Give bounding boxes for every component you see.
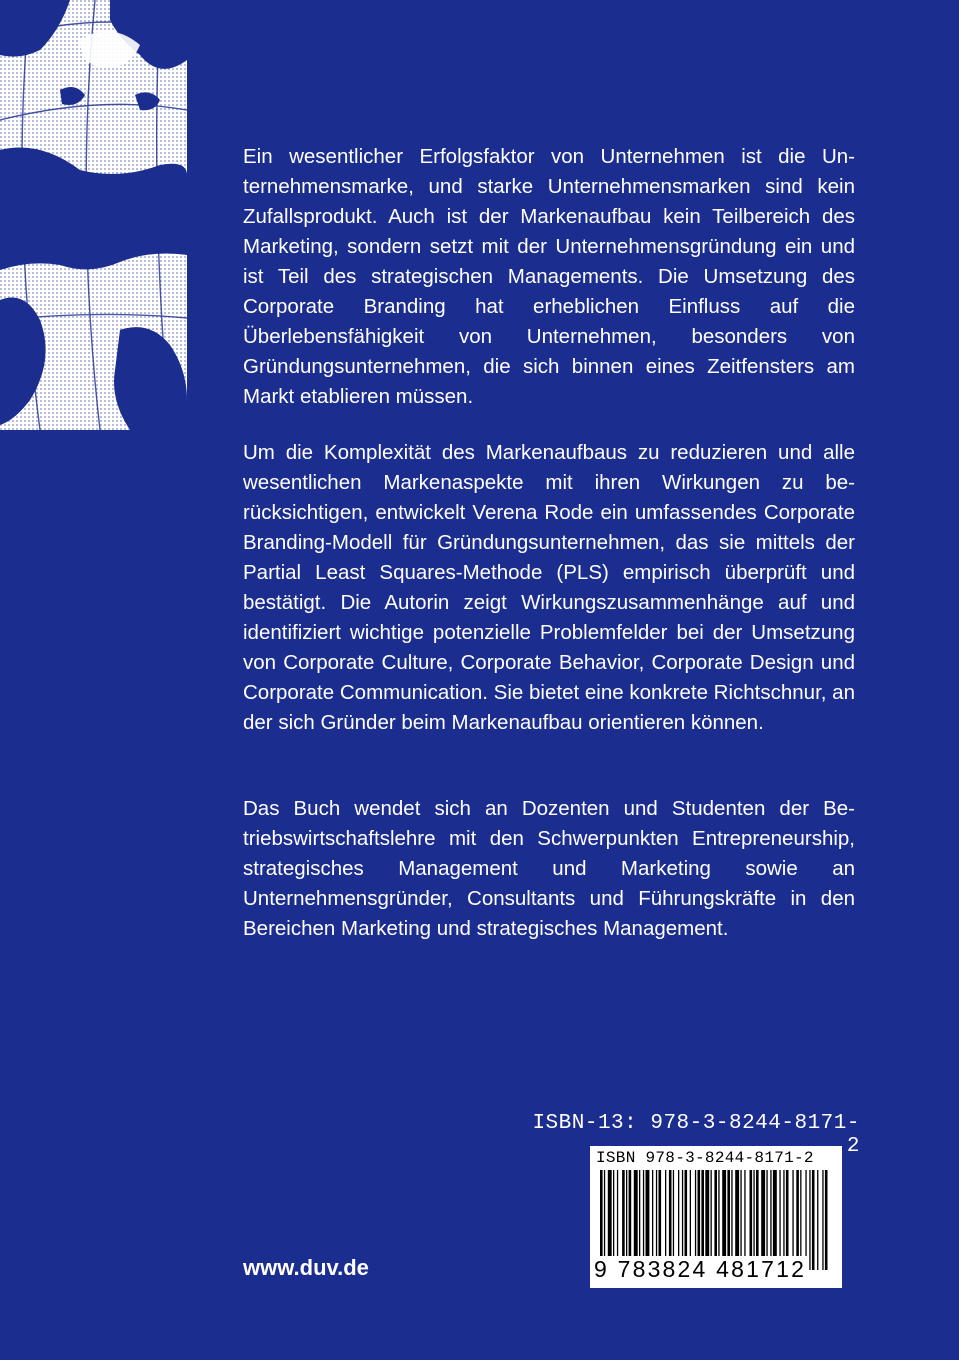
barcode-bar <box>817 1170 818 1270</box>
barcode-bar <box>646 1170 650 1270</box>
barcode-bar <box>665 1170 666 1270</box>
barcode-bar <box>629 1170 632 1270</box>
barcode-bar <box>718 1170 719 1270</box>
barcode-bar <box>705 1170 709 1270</box>
barcode-bar <box>744 1170 745 1270</box>
barcode-bar <box>617 1170 618 1270</box>
globe-icon <box>0 0 187 430</box>
barcode-bar <box>805 1170 806 1270</box>
barcode-bar <box>770 1170 771 1270</box>
barcode-bar <box>656 1170 657 1270</box>
barcode-bar <box>634 1170 638 1270</box>
barcode-bar <box>698 1170 701 1270</box>
barcode-bar <box>626 1170 627 1270</box>
barcode-bar <box>783 1170 784 1270</box>
barcode-bar <box>652 1170 653 1270</box>
barcode-bar <box>812 1170 815 1270</box>
barcode-bar <box>800 1170 801 1270</box>
barcode-digits: 9 783824 481712 <box>594 1256 807 1282</box>
barcode-bar <box>604 1170 605 1270</box>
barcode-bar <box>678 1170 679 1270</box>
publisher-website: www.duv.de <box>243 1255 369 1280</box>
isbn-label: ISBN-13: 978-3-8244-8171-2 <box>532 1112 860 1158</box>
barcode-bar <box>779 1170 780 1270</box>
barcode-bar <box>825 1170 828 1270</box>
barcode-bar <box>714 1170 717 1270</box>
barcode-bar <box>766 1170 767 1270</box>
description-paragraph-1 <box>243 142 855 412</box>
barcode-bar <box>685 1170 688 1270</box>
paragraph-text: Das Buch wendet sich an Dozenten und Studenten der Betriebswirtschaftslehre mit den Schwerpunkten Entrepreneurship, strategisches Management und Marketing sowie an Unternehmensgründer, Consultants und Führungskräfte in den Bereichen Marketing und strategisches Management. <box>243 797 855 940</box>
barcode-bar <box>735 1170 739 1270</box>
barcode-bar <box>695 1170 696 1270</box>
barcode-bar <box>608 1170 612 1270</box>
barcode-bar <box>673 1170 674 1270</box>
barcode-bar <box>750 1170 753 1270</box>
description-paragraph-2 <box>243 438 855 738</box>
barcode-bar <box>761 1170 765 1270</box>
barcode-bar <box>613 1170 614 1270</box>
barcode-bar <box>701 1170 704 1270</box>
barcode-bar <box>722 1170 726 1270</box>
globe-illustration <box>0 0 187 430</box>
barcode-icon <box>596 1170 836 1270</box>
paragraph-text: Um die Komplexität des Markenaufbaus zu reduzieren und alle wesentlichen Markenaspekte mit ihren Wirkungen zu berücksichtigen, entwickelt Verena Rode ein umfassendes Corporate Branding-Modell für Gründungsunternehmen, das sie mittels der Partial Least Squares-Methode (PLS) empirisch überprüft und bestätigt. Die Autorin zeigt Wirkungszusammenhänge auf und identifiziert wichtige potenzielle Problemfelder bei der Umsetzung von Corporate Culture, Corporate Behavior, Corporate Design und Corporate Communication. Sie bietet eine konkrete Richtschnur, an der sich Gründer beim Markenaufbau orientieren können. <box>243 441 855 734</box>
barcode-bar <box>690 1170 691 1270</box>
barcode-bar <box>773 1170 777 1270</box>
barcode-bar <box>639 1170 640 1270</box>
barcode <box>590 1146 842 1288</box>
barcode-bar <box>792 1170 793 1270</box>
barcode-bar <box>727 1170 730 1270</box>
barcode-bar <box>740 1170 741 1270</box>
barcode-bar <box>753 1170 754 1270</box>
barcode-bar <box>822 1170 823 1270</box>
barcode-bar <box>731 1170 732 1270</box>
barcode-bar <box>600 1170 603 1270</box>
barcode-bar <box>659 1170 662 1270</box>
barcode-bar <box>682 1170 683 1270</box>
barcode-bar <box>809 1170 810 1270</box>
barcode-bar <box>622 1170 625 1270</box>
barcode-bar <box>796 1170 799 1270</box>
barcode-bar <box>711 1170 712 1270</box>
description-paragraph-3 <box>243 794 855 944</box>
barcode-bar <box>643 1170 644 1270</box>
barcode-isbn-text: ISBN 978-3-8244-8171-2 <box>596 1149 814 1167</box>
barcode-bar <box>756 1170 759 1270</box>
barcode-bar <box>786 1170 789 1270</box>
barcode-bar <box>669 1170 672 1270</box>
paragraph-text: Ein wesentlicher Erfolgsfaktor von Unternehmen ist die Unternehmensmarke, und starke Unternehmensmarken sind kein Zufallsprodukt. Auch ist der Markenaufbau kein Teilbereich des Marketing, sondern setzt mit der Unternehmensgründung ein und ist Teil des strategischen Managements. Die Umsetzung des Corporate Branding hat erheblichen Einfluss auf die Überlebensfähigkeit von Unternehmen, besonders von Gründungsunternehmen, die sich binnen eines Zeitfensters am Markt etablieren müssen. <box>243 145 855 408</box>
